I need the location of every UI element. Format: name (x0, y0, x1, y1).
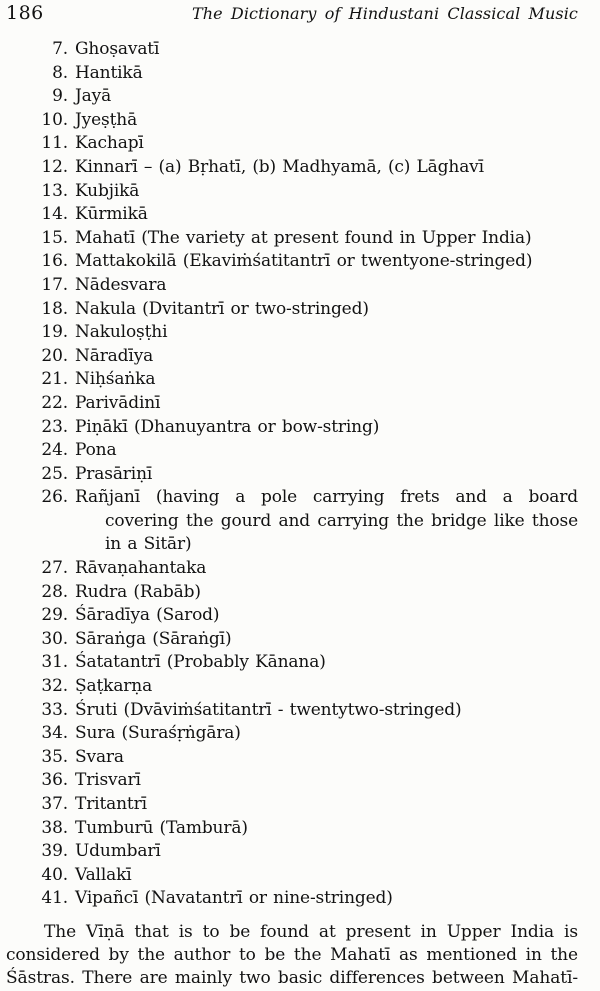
list-item-number: 28. (41, 581, 68, 602)
list-item-number: 10. (41, 109, 68, 130)
list-item (6, 109, 578, 133)
list-item-number: 12. (41, 156, 68, 177)
list-item-text: Udumbarī (75, 841, 161, 862)
list-item (6, 769, 578, 793)
list-item-text: Piṇākī (Dhanuyantra or bow-string) (75, 416, 380, 437)
list-item-text: Prasāriṇī (75, 463, 153, 484)
list-item (6, 274, 578, 298)
list-item-number: 18. (41, 298, 68, 319)
list-item-number: 30. (41, 628, 68, 649)
list-item-number: 17. (41, 274, 68, 295)
list-item-text: Jyeṣṭhā (75, 109, 138, 130)
list-item-text: Jayā (75, 86, 112, 107)
list-item-text: Tritantrī (75, 794, 147, 814)
list-item-number: 16. (41, 251, 68, 272)
list-item (6, 651, 578, 675)
list-item-number: 19. (41, 322, 68, 343)
list-item (6, 793, 578, 817)
list-item (6, 675, 578, 699)
list-item-text: Vipañcī (Navatantrī or nine-stringed) (75, 888, 393, 909)
list-item-number: 22. (41, 392, 68, 413)
list-item-text: Sāraṅga (Sāraṅgī) (75, 628, 232, 649)
list-item-number: 27. (41, 558, 68, 579)
list-item-text: Nakuloṣṭhi (75, 322, 168, 343)
list-item (6, 604, 578, 628)
list-item (6, 581, 578, 605)
list-item (6, 345, 578, 369)
list-item-text: Rañjanī (having a pole carrying frets and a board covering the gourd and carrying the bridge like those in a Sitār) (75, 487, 578, 555)
list-item (6, 817, 578, 841)
list-item-text: Hantikā (75, 62, 143, 83)
paragraph-line: considered by the author to be the Mahatī as mentioned in the (6, 944, 578, 965)
list-item-text: Mahatī (The variety at present found in Upper India) (75, 227, 532, 248)
list-item-text: Ghoṣavatī (75, 39, 160, 59)
list-item (6, 557, 578, 581)
list-item-number: 23. (41, 416, 68, 437)
list-item (6, 486, 578, 557)
list-item-text: Tumburū (Tamburā) (75, 817, 248, 838)
list-item-text: Pona (75, 440, 117, 461)
list-item-number: 31. (41, 652, 68, 673)
list-item (6, 864, 578, 888)
list-item-number: 21. (41, 369, 68, 390)
list-item (6, 38, 578, 62)
paragraph-line: The Vīṇā that is to be found at present in Upper India is (44, 921, 578, 942)
page-number: 186 (6, 2, 44, 24)
list-item-number: 40. (41, 864, 68, 885)
list-item-text: Nāradīya (75, 345, 154, 366)
list-item (6, 227, 578, 251)
list-item (6, 132, 578, 156)
list-item-number: 34. (41, 723, 68, 744)
list-item-number: 38. (41, 817, 68, 838)
instrument-list (6, 38, 578, 911)
list-item-text: Svara (75, 746, 124, 767)
list-item (6, 628, 578, 652)
list-item (6, 156, 578, 180)
list-item (6, 85, 578, 109)
list-item-number: 9. (52, 86, 68, 107)
list-item-number: 24. (41, 440, 68, 461)
list-item-number: 36. (41, 770, 68, 791)
list-item-text: Śatatantrī (Probably Kānana) (75, 652, 326, 673)
list-item-text: Śruti (Dvāviṁśatitantrī - twentytwo-stringed) (75, 699, 462, 720)
list-item (6, 416, 578, 440)
list-item (6, 887, 578, 911)
running-title: The Dictionary of Hindustani Classical Music (191, 4, 578, 23)
list-item-number: 35. (41, 746, 68, 767)
list-item-text: Rudra (Rabāb) (75, 581, 201, 602)
page-header (6, 3, 578, 24)
body-paragraph (6, 921, 578, 989)
list-item-number: 29. (41, 605, 68, 626)
list-item-text: Vallakī (75, 864, 132, 885)
list-item (6, 203, 578, 227)
list-item-number: 15. (41, 227, 68, 248)
list-item-text: Śāradīya (Sarod) (75, 605, 220, 626)
list-item (6, 180, 578, 204)
list-item-text: Kūrmikā (75, 204, 148, 225)
list-item (6, 392, 578, 416)
list-item (6, 439, 578, 463)
list-item (6, 699, 578, 723)
list-item-number: 25. (41, 463, 68, 484)
list-item-text: Nakula (Dvitantrī or two-stringed) (75, 298, 369, 319)
list-item (6, 746, 578, 770)
list-item-number: 7. (52, 39, 68, 59)
list-item-number: 13. (41, 180, 68, 201)
list-item-text: Ṣaṭkarṇa (75, 676, 153, 697)
list-item-text: Nādesvara (75, 274, 167, 295)
list-item-text: Niḥśaṅka (75, 369, 156, 390)
list-item-text: Kubjikā (75, 180, 140, 201)
list-item (6, 840, 578, 864)
list-item (6, 62, 578, 86)
list-item-text: Parivādinī (75, 392, 161, 413)
list-item-text: Kachapī (75, 133, 144, 154)
list-item-number: 37. (41, 794, 68, 814)
list-item-number: 20. (41, 345, 68, 366)
list-item (6, 368, 578, 392)
paragraph-line: Śāstras. There are mainly two basic differences between Mahatī- (6, 967, 578, 988)
list-item (6, 463, 578, 487)
list-item-number: 39. (41, 841, 68, 862)
list-item-text: Trisvarī (75, 770, 141, 791)
list-item-number: 8. (52, 62, 68, 83)
list-item-number: 33. (41, 699, 68, 720)
list-item (6, 298, 578, 322)
list-item-text: Rāvaṇahantaka (75, 558, 207, 579)
list-item (6, 321, 578, 345)
list-item (6, 722, 578, 746)
list-item-number: 32. (41, 676, 68, 697)
list-item-number: 11. (41, 133, 68, 154)
list-item-number: 14. (41, 204, 68, 225)
list-item-text: Sura (Suraśṛṅgāra) (75, 723, 241, 744)
list-item-number: 26. (41, 487, 68, 508)
list-item-number: 41. (41, 888, 68, 909)
list-item-text: Mattakokilā (Ekaviṁśatitantrī or twentyone-stringed) (75, 251, 533, 272)
list-item (6, 250, 578, 274)
list-item-text: Kinnarī – (a) Bṛhatī, (b) Madhyamā, (c) Lāghavī (75, 156, 484, 177)
